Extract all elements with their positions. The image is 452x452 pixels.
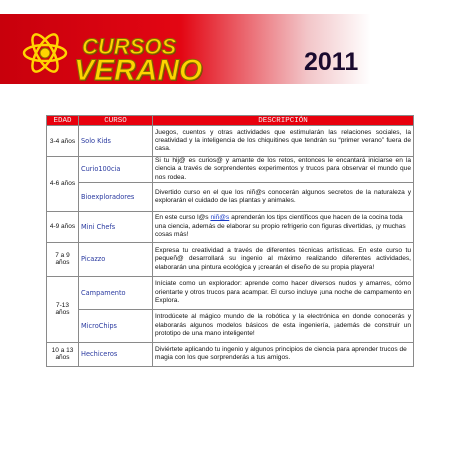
- description-cell: Divertido curso en el que los niñ@s conocerán algunos secretos de la naturaleza y explorarán el cuidado de las plantas y animales.: [153, 182, 414, 211]
- age-cell: 3-4 años: [47, 126, 79, 157]
- age-cell: 7 a 9 años: [47, 242, 79, 276]
- table-row: [47, 276, 414, 309]
- table-row: [47, 157, 414, 183]
- table-row: [47, 309, 414, 342]
- table-row: [47, 211, 414, 242]
- description-cell: [153, 211, 414, 242]
- age-cell: 4-9 años: [47, 211, 79, 242]
- course-cell: Hechiceros: [79, 342, 153, 366]
- age-cell: 10 a 13 años: [47, 342, 79, 366]
- course-cell: Picazzo: [79, 242, 153, 276]
- logo-text-verano: VERANO: [74, 54, 203, 87]
- table-row: [47, 342, 414, 366]
- header-descripcion: DESCRIPCIÓN: [153, 116, 414, 126]
- table-row: [47, 126, 414, 157]
- description-cell: Introdúcete al mágico mundo de la robótica y la electrónica en donde conocerás y elaborarás algunos modelos básicos de esta ingeniería, ¡además de construir un prototipo de una mano inteligente!: [153, 309, 414, 342]
- course-cell: Solo Kids: [79, 126, 153, 157]
- course-cell: Curio100cia: [79, 157, 153, 183]
- description-cell: Expresa tu creatividad a través de diferentes técnicas artísticas. En este curso tu pequeñ@ desarrollará su ingenio al máximo realizando diferentes actividades, elaborarán una pintura ecológica y ¡crearán el diseño de su propia playera!: [153, 242, 414, 276]
- header-curso: CURSO: [79, 116, 153, 126]
- table-header-row: [47, 116, 414, 126]
- description-text: En este curso l@s: [155, 214, 211, 222]
- description-cell: Iníciate como un explorador: aprende como hacer diversos nudos y amarres, cómo orientarte y otros trucos para acampar. El curso incluye ¡una noche de campamento en Explora.: [153, 276, 414, 309]
- description-link[interactable]: niñ@s: [210, 214, 230, 222]
- course-cell: Mini Chefs: [79, 211, 153, 242]
- description-cell: Si tu hij@ es curios@ y amante de los retos, entonces le encantará iniciarse en la ciencia a través de sorprendentes experimentos y trucos para observar el mundo que nos rodea.: [153, 157, 414, 183]
- logo-text-cursos: CURSOS: [82, 34, 177, 59]
- header-banner: [0, 14, 452, 87]
- courses-table: [46, 115, 414, 367]
- course-cell: Bioexploradores: [79, 182, 153, 211]
- age-cell: 7-13 años: [47, 276, 79, 342]
- table-row: [47, 182, 414, 211]
- atom-icon: [22, 30, 68, 76]
- description-cell: Diviértete aplicando tu ingenio y algunos principios de ciencia para aprender trucos de magia con los que sorprenderás a tus amigos.: [153, 342, 414, 366]
- description-cell: Juegos, cuentos y otras actividades que estimularán las relaciones sociales, la creatividad y la inteligencia de los chiquitines que tendrán su “primer verano” fuera de casa.: [153, 126, 414, 157]
- header-edad: EDAD: [47, 116, 79, 126]
- year-label: 2011: [304, 48, 359, 76]
- table-row: [47, 242, 414, 276]
- description-text: aprenderán los tips científicos que hacen de la cocina toda una ciencia, además de elaborar su propio refrigerio con figuras divertidas, ¡y muchas cosas más!: [155, 214, 406, 239]
- course-cell: Campamento: [79, 276, 153, 309]
- age-cell: 4-6 años: [47, 157, 79, 212]
- course-cell: MicroChips: [79, 309, 153, 342]
